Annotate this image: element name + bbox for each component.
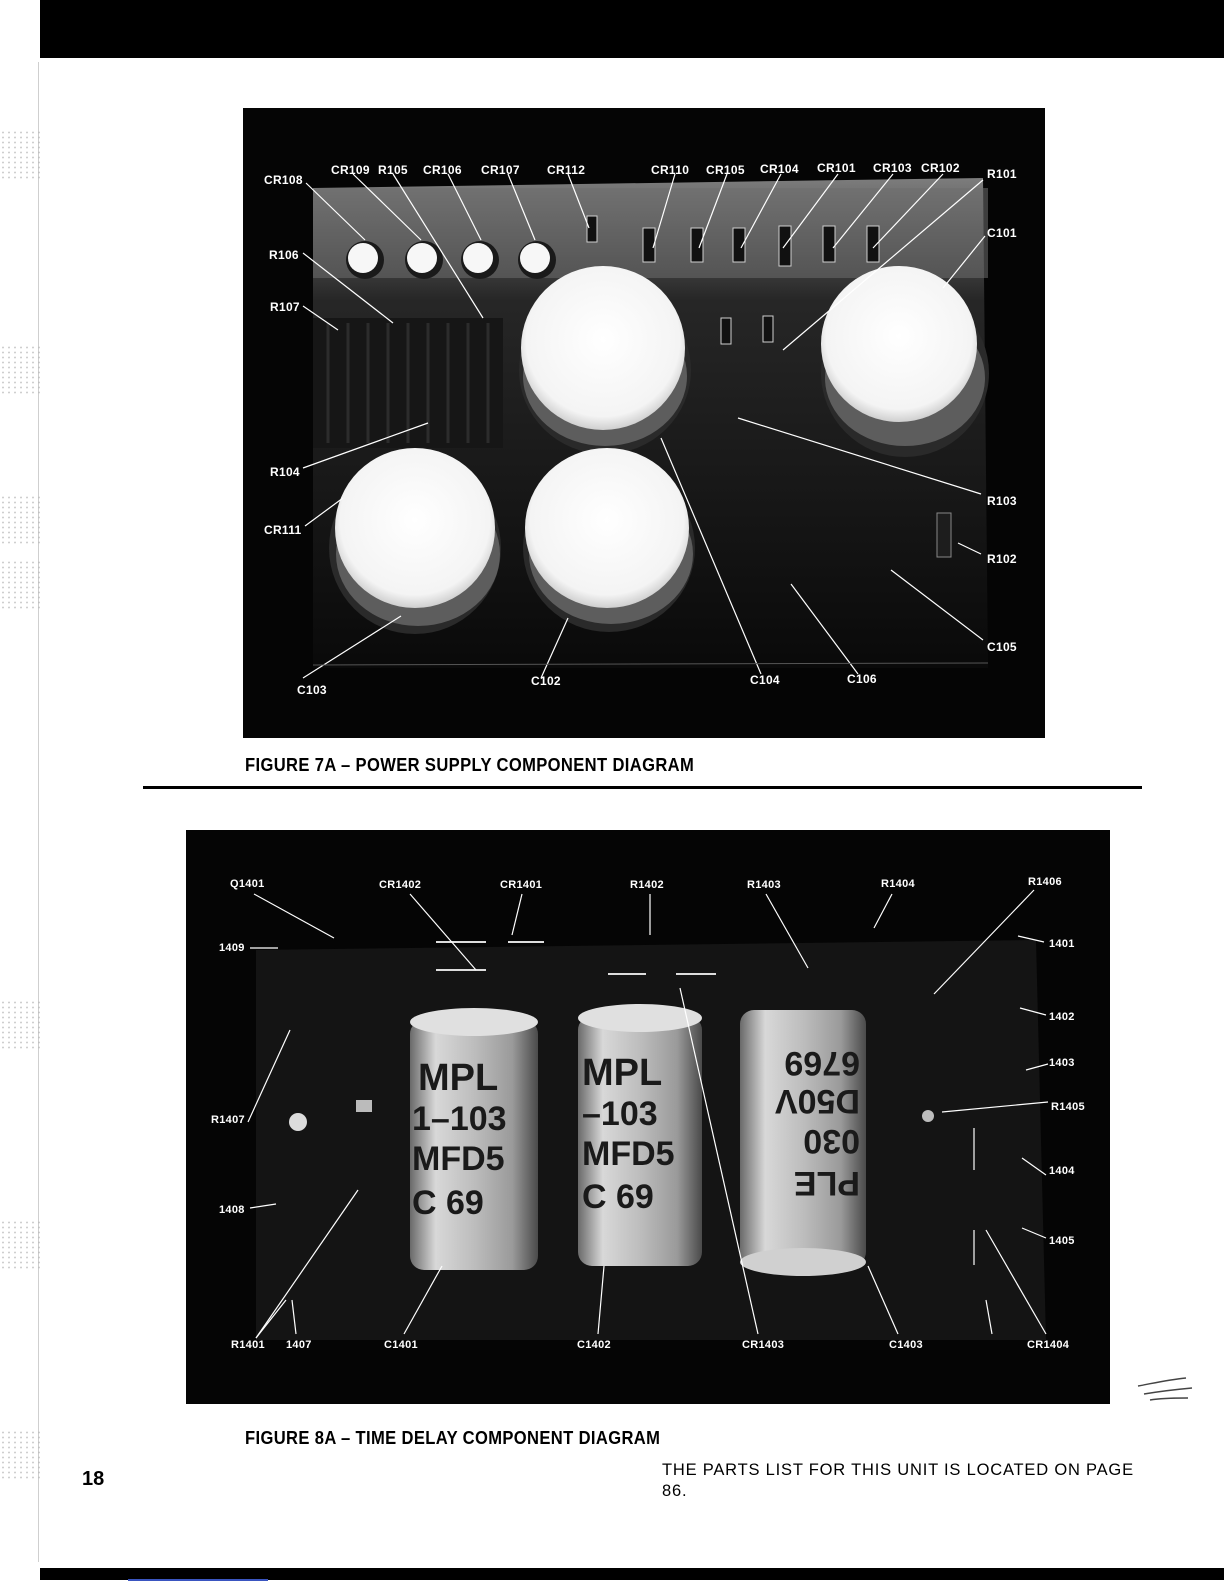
page-number: 18	[82, 1468, 105, 1490]
can1-line3: MFD5	[412, 1140, 505, 1178]
label-1402: 1402	[1049, 1011, 1075, 1023]
figure-8a-photo	[186, 830, 1110, 1404]
label-C1402: C1402	[577, 1339, 611, 1351]
label-R1403: R1403	[747, 879, 781, 891]
label-CR104: CR104	[760, 162, 799, 176]
figure-8a-caption: FIGURE 8A – TIME DELAY COMPONENT DIAGRAM	[245, 1428, 661, 1448]
can3-line1: PLE	[793, 1164, 860, 1202]
blue-underline-mark	[128, 1579, 268, 1581]
figure-7a-board-art	[243, 108, 1045, 738]
label-R104: R104	[270, 465, 300, 479]
label-1404: 1404	[1049, 1165, 1075, 1177]
section-divider	[143, 786, 1142, 789]
label-C105: C105	[987, 640, 1017, 654]
label-C102: C102	[531, 674, 561, 688]
figure-7a-photo	[243, 108, 1045, 738]
handwritten-mark	[1130, 1372, 1200, 1406]
left-margin-line	[38, 62, 39, 1562]
label-1401: 1401	[1049, 938, 1075, 950]
label-R107: R107	[270, 300, 300, 314]
label-C103: C103	[297, 683, 327, 697]
label-R1402: R1402	[630, 879, 664, 891]
label-CR109: CR109	[331, 163, 370, 177]
label-1405: 1405	[1049, 1235, 1075, 1247]
label-CR1401: CR1401	[500, 879, 543, 891]
label-R1405: R1405	[1051, 1101, 1085, 1113]
label-R106: R106	[269, 248, 299, 262]
label-R1406: R1406	[1028, 876, 1062, 888]
label-R1404: R1404	[881, 878, 915, 890]
margin-speckle	[0, 345, 40, 395]
label-Q1401: Q1401	[230, 878, 265, 890]
label-CR103: CR103	[873, 161, 912, 175]
margin-speckle	[0, 130, 40, 180]
can1-line1: MPL	[418, 1057, 499, 1099]
parts-list-note: THE PARTS LIST FOR THIS UNIT IS LOCATED ON PAGE 86.	[662, 1461, 1134, 1500]
margin-speckle	[0, 1430, 40, 1480]
can2-line3: MFD5	[582, 1135, 675, 1173]
figure-8a-board-art	[186, 830, 1110, 1404]
can2-line1: MPL	[582, 1052, 663, 1094]
can1-line4: C 69	[412, 1184, 484, 1222]
label-R101: R101	[987, 167, 1017, 181]
label-1403: 1403	[1049, 1057, 1075, 1069]
label-CR1402: CR1402	[379, 879, 422, 891]
label-1409: 1409	[219, 942, 245, 954]
can2-line2: –103	[582, 1095, 658, 1133]
margin-speckle	[0, 495, 40, 545]
label-C106: C106	[847, 672, 877, 686]
label-1407: 1407	[286, 1339, 312, 1351]
label-CR107: CR107	[481, 163, 520, 177]
label-R1401: R1401	[231, 1339, 265, 1351]
label-CR1404: CR1404	[1027, 1339, 1070, 1351]
figure-7a-caption: FIGURE 7A – POWER SUPPLY COMPONENT DIAGRAM	[245, 755, 695, 775]
label-C1403: C1403	[889, 1339, 923, 1351]
label-R105: R105	[378, 163, 408, 177]
label-C101: C101	[987, 226, 1017, 240]
label-1408: 1408	[219, 1204, 245, 1216]
label-CR110: CR110	[651, 163, 690, 177]
label-R103: R103	[987, 494, 1017, 508]
can3-line4: 6769	[784, 1044, 860, 1082]
label-C104: C104	[750, 673, 780, 687]
label-CR102: CR102	[921, 161, 960, 175]
label-CR108: CR108	[264, 173, 303, 187]
can1-line2: 1–103	[412, 1100, 507, 1138]
label-CR112: CR112	[547, 163, 586, 177]
can3-line2: 030	[803, 1122, 860, 1160]
label-R1407: R1407	[211, 1114, 245, 1126]
margin-speckle	[0, 1000, 40, 1050]
label-R102: R102	[987, 552, 1017, 566]
margin-speckle	[0, 560, 40, 610]
label-CR1403: CR1403	[742, 1339, 785, 1351]
margin-speckle	[0, 1220, 40, 1270]
top-border-bar	[40, 0, 1224, 58]
label-CR106: CR106	[423, 163, 462, 177]
label-C1401: C1401	[384, 1339, 418, 1351]
can2-line4: C 69	[582, 1178, 654, 1216]
label-CR111: CR111	[264, 523, 302, 537]
label-CR105: CR105	[706, 163, 745, 177]
label-CR101: CR101	[817, 161, 856, 175]
can3-line3: D50V	[774, 1082, 860, 1120]
